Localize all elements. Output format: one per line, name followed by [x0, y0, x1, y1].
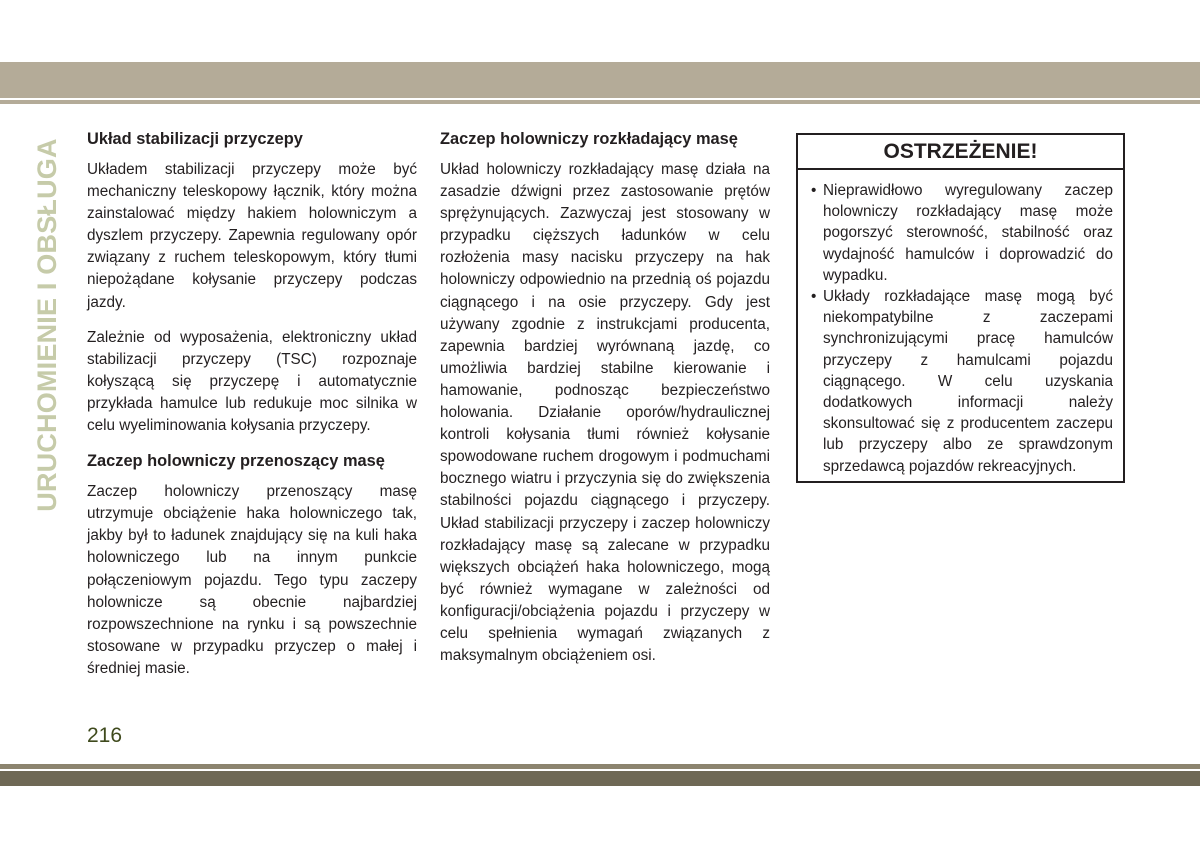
warning-item-text: Nieprawidłowo wyregulowany zaczep holowniczy rozkładający masę może pogorszyć sterowność, stabilność oraz wydajność hamulców i doprowadzić do wypadku. — [823, 182, 1113, 284]
warning-item — [811, 180, 1113, 286]
warning-title: OSTRZEŻENIE! — [798, 135, 1123, 170]
paragraph: Układem stabilizacji przyczepy może być mechaniczny teleskopowy łącznik, który można zainstalować między hakiem holowniczym a dyszlem przyczepy. Zapewnia regulowany opór związany z ruchem teleskopowym, który tłumi niepożądane kołysanie przyczepy podczas jazdy. — [87, 161, 417, 311]
middle-column — [440, 128, 770, 680]
paragraph: Zaczep holowniczy przenoszący masę utrzymuje obciążenie haka holowniczego tak, jakby był to ładunek znajdujący się na kuli haka holowniczego lub na innym punkcie połączeniowym pojazdu. Tego typu zaczepy holownicze są obecnie najbardziej rozpowszechnione na rynku i są powszechnie stosowane w przypadku przyczep o małej i średniej masie. — [87, 483, 417, 677]
warning-box — [796, 133, 1125, 483]
warning-item-text: Układy rozkładające masę mogą być niekompatybilne z zaczepami synchronizującymi pracę hamulców przyczepy z hamulcami pojazdu ciągnącego. W celu uzyskania dodatkowych informacji należy skonsultować się z producentem zaczepu lub przyczepy albo ze sprawdzonym sprzedawcą pojazdów rekreacyjnych. — [823, 288, 1113, 475]
bullet-icon: • — [811, 288, 817, 306]
heading-trailer-stabilization: Układ stabilizacji przyczepy — [87, 130, 303, 148]
paragraph: Zależnie od wyposażenia, elektroniczny układ stabilizacji przyczepy (TSC) rozpoznaje kołyszącą się przyczepę i automatycznie przykłada hamulce lub redukuje moc silnika w celu wyeliminowania kołysania przyczepy. — [87, 328, 417, 435]
heading-weight-distributing-hitch: Zaczep holowniczy rozkładający masę — [440, 130, 738, 148]
bullet-icon: • — [811, 182, 817, 199]
footer-band — [0, 771, 1200, 786]
header-band — [0, 62, 1200, 98]
warning-list — [798, 170, 1123, 477]
section-tab: URUCHOMIENIE I OBSŁUGA — [32, 138, 62, 512]
left-column — [87, 128, 417, 693]
paragraph: Układ holowniczy rozkładający masę działa na zasadzie dźwigni przez zastosowanie prętów sprężynujących. Zazwyczaj jest stosowany w przypadku cięższych ładunków w celu rozłożenia masy nacisku przyczepy na hak holowniczy odpowiednio na przednią oś pojazdu ciągnącego i na osie przyczepy. Gdy jest używany zgodnie z instrukcjami producenta, zapewnia bardziej wyrównaną jazdę, co umożliwia bardziej stabilne kierowanie i hamowanie, podnosząc bezpieczeństwo holowania. Działanie oporów/hydraulicznej kontroli kołysania tłumi również kołysanie spowodowane ruchem drogowym i podmuchami bocznego wiatru i przyczynia się do zwiększenia stabilności pojazdu ciągnącego i przyczepy. Układ stabilizacji przyczepy i zaczep holowniczy rozkładający masę są zalecane w przypadku większych obciążeń haka holowniczego, mogą być również wymagane w zależności od konfiguracji/obciążenia pojazdu i przyczepy w celu spełnienia wymagań związanych z maksymalnym obciążeniem osi. — [440, 161, 770, 665]
header-rule — [0, 100, 1200, 104]
footer-rule — [0, 764, 1200, 769]
warning-item — [811, 286, 1113, 477]
page-number: 216 — [87, 724, 123, 747]
heading-weight-carrying-hitch: Zaczep holowniczy przenoszący masę — [87, 452, 385, 471]
